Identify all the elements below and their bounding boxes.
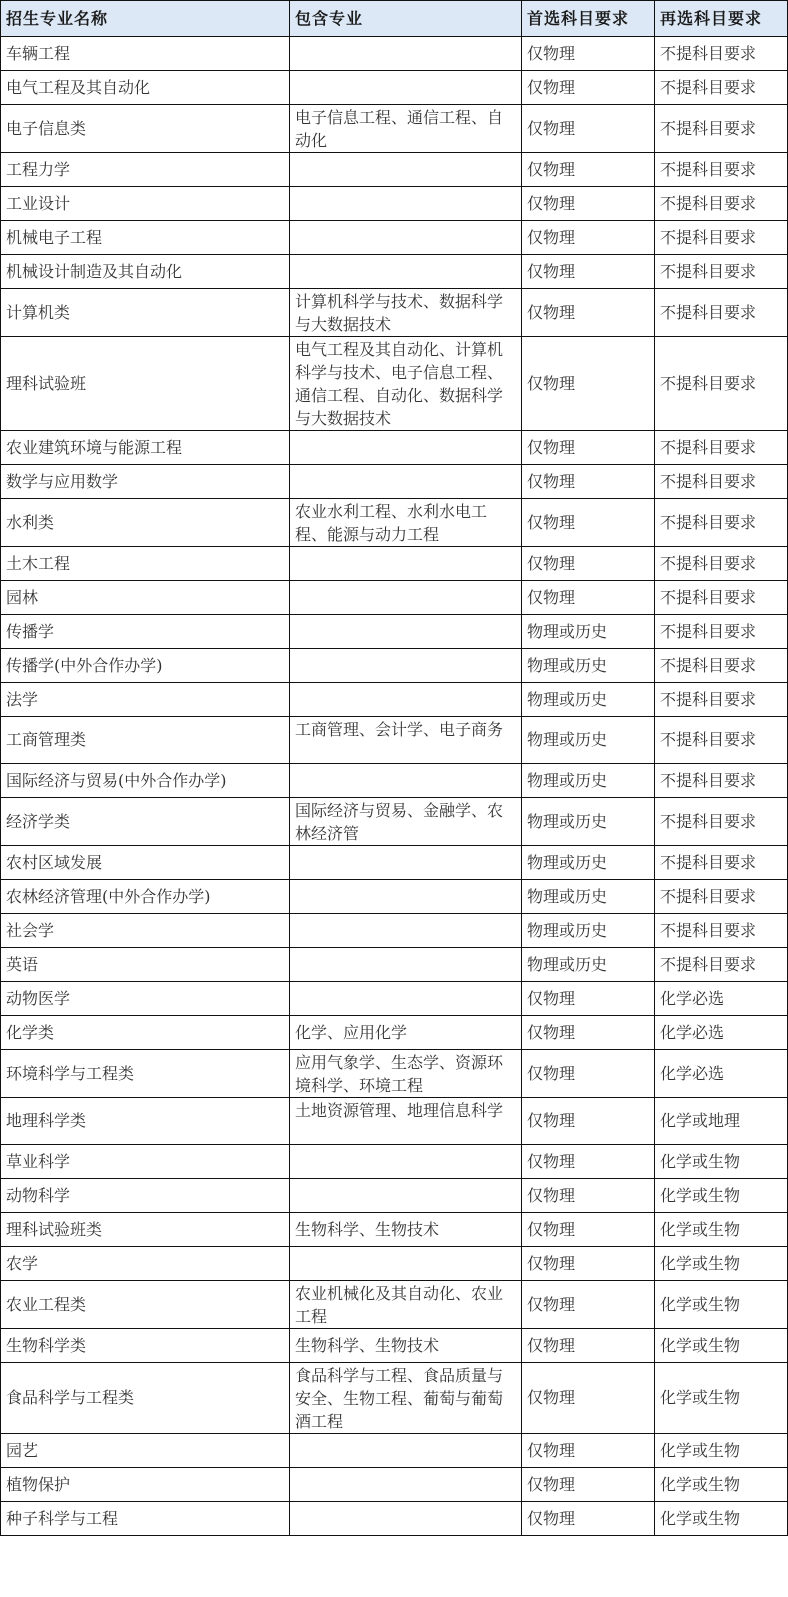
table-row [1, 37, 788, 71]
included-majors-cell [290, 914, 522, 948]
table-row [1, 1363, 788, 1434]
first-subject-cell: 仅物理 [522, 337, 655, 431]
first-subject-cell: 物理或历史 [522, 615, 655, 649]
major-name-cell: 动物医学 [1, 982, 290, 1016]
included-majors-cell [290, 880, 522, 914]
major-name-cell: 动物科学 [1, 1179, 290, 1213]
major-name-cell: 地理科学类 [1, 1098, 290, 1145]
major-name-cell: 工程力学 [1, 153, 290, 187]
first-subject-cell: 仅物理 [522, 221, 655, 255]
table-row [1, 1247, 788, 1281]
second-subject-cell: 化学或生物 [655, 1213, 788, 1247]
included-majors-cell [290, 846, 522, 880]
second-subject-cell: 化学或生物 [655, 1502, 788, 1536]
included-majors-cell [290, 683, 522, 717]
included-majors-cell: 工商管理、会计学、电子商务 [290, 717, 522, 764]
included-majors-cell [290, 948, 522, 982]
table-row [1, 465, 788, 499]
table-row [1, 615, 788, 649]
included-majors-cell [290, 1247, 522, 1281]
included-majors-cell [290, 547, 522, 581]
major-name-cell: 农林经济管理(中外合作办学) [1, 880, 290, 914]
second-subject-cell: 不提科目要求 [655, 948, 788, 982]
major-name-cell: 农村区域发展 [1, 846, 290, 880]
second-subject-cell: 不提科目要求 [655, 187, 788, 221]
second-subject-cell: 不提科目要求 [655, 71, 788, 105]
second-subject-cell: 不提科目要求 [655, 764, 788, 798]
second-subject-cell: 化学或生物 [655, 1145, 788, 1179]
second-subject-cell: 不提科目要求 [655, 649, 788, 683]
first-subject-cell: 仅物理 [522, 1098, 655, 1145]
table-row [1, 431, 788, 465]
included-majors-cell: 生物科学、生物技术 [290, 1329, 522, 1363]
included-majors-cell: 农业机械化及其自动化、农业工程 [290, 1281, 522, 1329]
table-row [1, 153, 788, 187]
second-subject-cell: 不提科目要求 [655, 337, 788, 431]
table-row [1, 798, 788, 846]
table-row [1, 337, 788, 431]
first-subject-cell: 仅物理 [522, 982, 655, 1016]
included-majors-cell [290, 1468, 522, 1502]
major-name-cell: 车辆工程 [1, 37, 290, 71]
header-row [1, 1, 788, 37]
second-subject-cell: 化学或生物 [655, 1281, 788, 1329]
table-row [1, 683, 788, 717]
table-row [1, 649, 788, 683]
included-majors-cell [290, 1434, 522, 1468]
table-row [1, 1281, 788, 1329]
included-majors-cell: 食品科学与工程、食品质量与安全、生物工程、葡萄与葡萄酒工程 [290, 1363, 522, 1434]
table-row [1, 187, 788, 221]
header-second-subject: 再选科目要求 [655, 1, 788, 37]
major-name-cell: 理科试验班 [1, 337, 290, 431]
second-subject-cell: 不提科目要求 [655, 221, 788, 255]
included-majors-cell: 电气工程及其自动化、计算机科学与技术、电子信息工程、通信工程、自动化、数据科学与大数据技术 [290, 337, 522, 431]
second-subject-cell: 化学必选 [655, 1016, 788, 1050]
included-majors-cell [290, 764, 522, 798]
included-majors-cell [290, 153, 522, 187]
major-name-cell: 理科试验班类 [1, 1213, 290, 1247]
major-name-cell: 土木工程 [1, 547, 290, 581]
included-majors-cell: 应用气象学、生态学、资源环境科学、环境工程 [290, 1050, 522, 1098]
first-subject-cell: 物理或历史 [522, 846, 655, 880]
major-name-cell: 计算机类 [1, 289, 290, 337]
first-subject-cell: 仅物理 [522, 1016, 655, 1050]
first-subject-cell: 仅物理 [522, 1247, 655, 1281]
major-name-cell: 机械电子工程 [1, 221, 290, 255]
table-row [1, 71, 788, 105]
major-name-cell: 传播学(中外合作办学) [1, 649, 290, 683]
second-subject-cell: 化学必选 [655, 1050, 788, 1098]
second-subject-cell: 不提科目要求 [655, 683, 788, 717]
table-row [1, 846, 788, 880]
second-subject-cell: 化学或生物 [655, 1468, 788, 1502]
major-name-cell: 传播学 [1, 615, 290, 649]
major-name-cell: 水利类 [1, 499, 290, 547]
first-subject-cell: 仅物理 [522, 1502, 655, 1536]
major-name-cell: 工商管理类 [1, 717, 290, 764]
included-majors-cell: 农业水利工程、水利水电工程、能源与动力工程 [290, 499, 522, 547]
table-row [1, 1145, 788, 1179]
first-subject-cell: 仅物理 [522, 289, 655, 337]
first-subject-cell: 仅物理 [522, 431, 655, 465]
table-body [1, 37, 788, 1536]
major-name-cell: 草业科学 [1, 1145, 290, 1179]
included-majors-cell: 化学、应用化学 [290, 1016, 522, 1050]
first-subject-cell: 仅物理 [522, 37, 655, 71]
included-majors-cell [290, 1145, 522, 1179]
included-majors-cell [290, 649, 522, 683]
included-majors-cell [290, 255, 522, 289]
second-subject-cell: 不提科目要求 [655, 465, 788, 499]
second-subject-cell: 不提科目要求 [655, 880, 788, 914]
major-name-cell: 园艺 [1, 1434, 290, 1468]
included-majors-cell: 土地资源管理、地理信息科学 [290, 1098, 522, 1145]
second-subject-cell: 化学或生物 [655, 1363, 788, 1434]
included-majors-cell [290, 71, 522, 105]
major-name-cell: 经济学类 [1, 798, 290, 846]
included-majors-cell [290, 581, 522, 615]
second-subject-cell: 化学或生物 [655, 1179, 788, 1213]
second-subject-cell: 不提科目要求 [655, 581, 788, 615]
table-row [1, 221, 788, 255]
major-name-cell: 电子信息类 [1, 105, 290, 153]
included-majors-cell: 生物科学、生物技术 [290, 1213, 522, 1247]
major-name-cell: 法学 [1, 683, 290, 717]
table-row [1, 255, 788, 289]
second-subject-cell: 化学或生物 [655, 1434, 788, 1468]
included-majors-cell [290, 431, 522, 465]
second-subject-cell: 不提科目要求 [655, 798, 788, 846]
first-subject-cell: 仅物理 [522, 1145, 655, 1179]
table-row [1, 581, 788, 615]
table-row [1, 1098, 788, 1145]
second-subject-cell: 不提科目要求 [655, 37, 788, 71]
second-subject-cell: 不提科目要求 [655, 717, 788, 764]
table-row [1, 1468, 788, 1502]
included-majors-cell [290, 465, 522, 499]
included-majors-cell [290, 1502, 522, 1536]
table-row [1, 289, 788, 337]
table-row [1, 717, 788, 764]
header-included-majors: 包含专业 [290, 1, 522, 37]
table-row [1, 1213, 788, 1247]
table-row [1, 1050, 788, 1098]
major-name-cell: 机械设计制造及其自动化 [1, 255, 290, 289]
second-subject-cell: 不提科目要求 [655, 153, 788, 187]
table-row [1, 1434, 788, 1468]
header-first-subject: 首选科目要求 [522, 1, 655, 37]
included-majors-cell [290, 1179, 522, 1213]
major-name-cell: 农业建筑环境与能源工程 [1, 431, 290, 465]
major-name-cell: 环境科学与工程类 [1, 1050, 290, 1098]
first-subject-cell: 物理或历史 [522, 880, 655, 914]
major-name-cell: 种子科学与工程 [1, 1502, 290, 1536]
first-subject-cell: 仅物理 [522, 1468, 655, 1502]
table-row [1, 1502, 788, 1536]
first-subject-cell: 仅物理 [522, 1363, 655, 1434]
header-major-name: 招生专业名称 [1, 1, 290, 37]
first-subject-cell: 仅物理 [522, 1329, 655, 1363]
first-subject-cell: 仅物理 [522, 105, 655, 153]
major-name-cell: 社会学 [1, 914, 290, 948]
major-name-cell: 农业工程类 [1, 1281, 290, 1329]
table-row [1, 764, 788, 798]
second-subject-cell: 不提科目要求 [655, 846, 788, 880]
major-name-cell: 园林 [1, 581, 290, 615]
included-majors-cell: 计算机科学与技术、数据科学与大数据技术 [290, 289, 522, 337]
table-row [1, 105, 788, 153]
first-subject-cell: 物理或历史 [522, 649, 655, 683]
included-majors-cell: 电子信息工程、通信工程、自动化 [290, 105, 522, 153]
major-name-cell: 化学类 [1, 1016, 290, 1050]
first-subject-cell: 仅物理 [522, 187, 655, 221]
first-subject-cell: 物理或历史 [522, 798, 655, 846]
first-subject-cell: 物理或历史 [522, 717, 655, 764]
second-subject-cell: 不提科目要求 [655, 499, 788, 547]
included-majors-cell [290, 187, 522, 221]
first-subject-cell: 物理或历史 [522, 914, 655, 948]
table-row [1, 547, 788, 581]
first-subject-cell: 仅物理 [522, 153, 655, 187]
first-subject-cell: 仅物理 [522, 465, 655, 499]
second-subject-cell: 不提科目要求 [655, 255, 788, 289]
major-name-cell: 英语 [1, 948, 290, 982]
included-majors-cell [290, 615, 522, 649]
included-majors-cell: 国际经济与贸易、金融学、农林经济管 [290, 798, 522, 846]
included-majors-cell [290, 37, 522, 71]
second-subject-cell: 不提科目要求 [655, 289, 788, 337]
table-row [1, 982, 788, 1016]
first-subject-cell: 仅物理 [522, 1213, 655, 1247]
second-subject-cell: 化学或地理 [655, 1098, 788, 1145]
second-subject-cell: 不提科目要求 [655, 105, 788, 153]
first-subject-cell: 仅物理 [522, 1050, 655, 1098]
included-majors-cell [290, 982, 522, 1016]
table-row [1, 880, 788, 914]
table-row [1, 914, 788, 948]
first-subject-cell: 物理或历史 [522, 948, 655, 982]
first-subject-cell: 仅物理 [522, 499, 655, 547]
major-name-cell: 植物保护 [1, 1468, 290, 1502]
second-subject-cell: 化学或生物 [655, 1329, 788, 1363]
table-row [1, 1016, 788, 1050]
major-name-cell: 食品科学与工程类 [1, 1363, 290, 1434]
table-row [1, 948, 788, 982]
first-subject-cell: 仅物理 [522, 1179, 655, 1213]
major-name-cell: 国际经济与贸易(中外合作办学) [1, 764, 290, 798]
first-subject-cell: 仅物理 [522, 1281, 655, 1329]
first-subject-cell: 仅物理 [522, 255, 655, 289]
major-name-cell: 农学 [1, 1247, 290, 1281]
table-row [1, 1179, 788, 1213]
table-header [1, 1, 788, 37]
table-row [1, 499, 788, 547]
major-name-cell: 电气工程及其自动化 [1, 71, 290, 105]
second-subject-cell: 不提科目要求 [655, 547, 788, 581]
first-subject-cell: 物理或历史 [522, 683, 655, 717]
major-name-cell: 生物科学类 [1, 1329, 290, 1363]
major-name-cell: 工业设计 [1, 187, 290, 221]
included-majors-cell [290, 221, 522, 255]
second-subject-cell: 化学或生物 [655, 1247, 788, 1281]
table-row [1, 1329, 788, 1363]
first-subject-cell: 仅物理 [522, 547, 655, 581]
second-subject-cell: 不提科目要求 [655, 431, 788, 465]
first-subject-cell: 仅物理 [522, 581, 655, 615]
second-subject-cell: 不提科目要求 [655, 914, 788, 948]
second-subject-cell: 化学必选 [655, 982, 788, 1016]
second-subject-cell: 不提科目要求 [655, 615, 788, 649]
major-name-cell: 数学与应用数学 [1, 465, 290, 499]
first-subject-cell: 仅物理 [522, 1434, 655, 1468]
first-subject-cell: 仅物理 [522, 71, 655, 105]
first-subject-cell: 物理或历史 [522, 764, 655, 798]
